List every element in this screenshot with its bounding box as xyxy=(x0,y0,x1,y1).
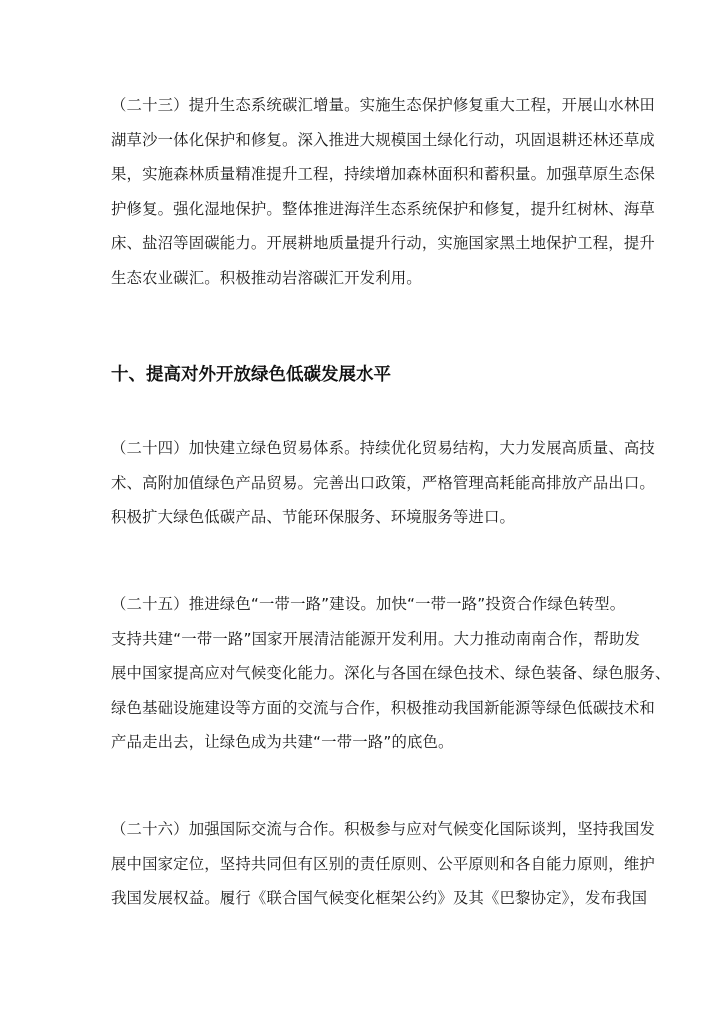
paragraph-line: （二十五）推进绿色“一带一路”建设。加快“一带一路”投资合作绿色转型。 xyxy=(111,595,626,613)
paragraph-line: 积极扩大绿色低碳产品、节能环保服务、环境服务等进口。 xyxy=(111,508,516,527)
paragraph-line: 床、盐沼等固碳能力。开展耕地质量提升行动，实施国家黑土地保护工程，提升 xyxy=(111,234,655,253)
paragraph-23 xyxy=(111,88,655,296)
paragraph-line: 湖草沙一体化保护和修复。深入推进大规模国土绿化行动，巩固退耕还林还草成 xyxy=(111,130,655,149)
paragraph-line: 生态农业碳汇。积极推动岩溶碳汇开发利用。 xyxy=(111,268,422,287)
paragraph-line: 术、高附加值绿色产品贸易。完善出口政策，严格管理高耗能高排放产品出口。 xyxy=(111,473,655,492)
paragraph-26 xyxy=(111,812,655,916)
paragraph-line: （二十三）提升生态系统碳汇增量。实施生态保护修复重大工程，开展山水林田 xyxy=(111,96,655,114)
paragraph-line: 产品走出去，让绿色成为共建“一带一路”的底色。 xyxy=(111,733,454,752)
paragraph-line: 我国发展权益。履行《联合国气候变化框架公约》及其《巴黎协定》，发布我国 xyxy=(111,889,648,908)
paragraph-25 xyxy=(111,587,671,760)
paragraph-line: 护修复。强化湿地保护。整体推进海洋生态系统保护和修复，提升红树林、海草 xyxy=(111,199,655,218)
paragraph-line: 支持共建“一带一路”国家开展清洁能源开发利用。大力推动南南合作，帮助发 xyxy=(111,629,641,648)
paragraph-line: （二十六）加强国际交流与合作。积极参与应对气候变化国际谈判，坚持我国发 xyxy=(111,820,655,838)
paragraph-line: 果，实施森林质量精准提升工程，持续增加森林面积和蓄积量。加强草原生态保 xyxy=(111,165,655,184)
paragraph-line: 展中国家定位，坚持共同但有区别的责任原则、公平原则和各自能力原则，维护 xyxy=(111,854,655,873)
paragraph-24 xyxy=(111,431,655,535)
paragraph-line: 绿色基础设施建设等方面的交流与合作，积极推动我国新能源等绿色低碳技术和 xyxy=(111,698,655,717)
paragraph-line: （二十四）加快建立绿色贸易体系。持续优化贸易结构，大力发展高质量、高技 xyxy=(111,439,655,457)
paragraph-line: 展中国家提高应对气候变化能力。深化与各国在绿色技术、绿色装备、绿色服务、 xyxy=(111,664,671,683)
section-heading-10: 十、提高对外开放绿色低碳发展水平 xyxy=(111,365,391,385)
